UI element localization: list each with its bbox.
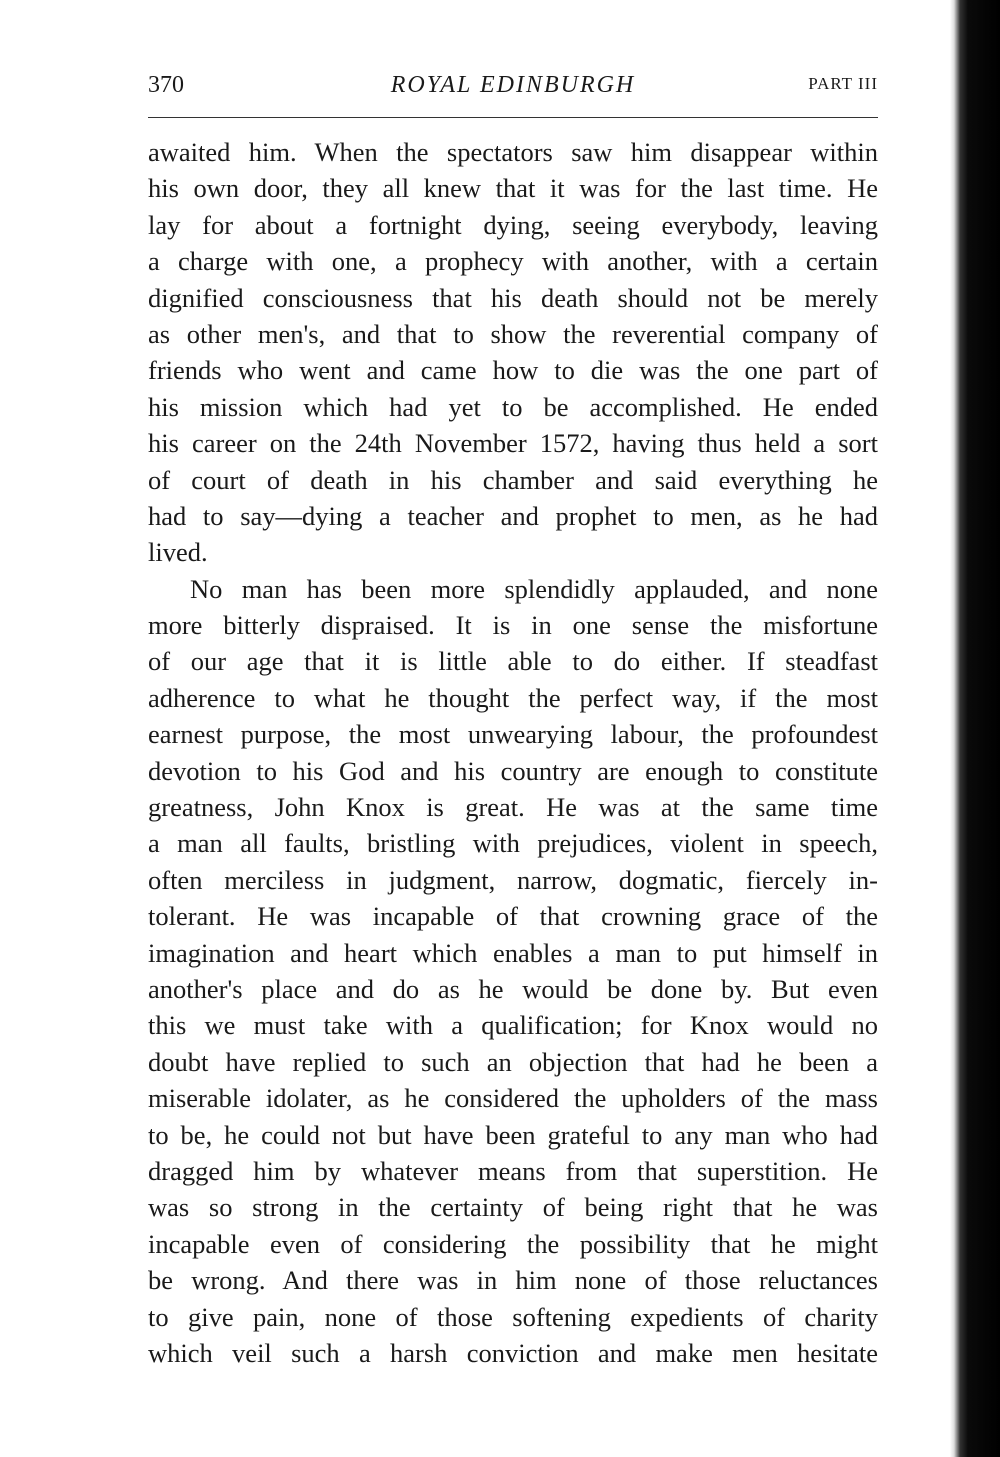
text-line: dragged him by whatever means from that superstition. He <box>148 1155 878 1186</box>
text-line: this we must take with a qualification; for Knox would no <box>148 1010 878 1041</box>
header-rule <box>148 117 878 118</box>
running-header <box>148 72 878 106</box>
text-line: tolerant. He was incapable of that crowning grace of the <box>148 901 878 932</box>
text-line: a charge with one, a prophecy with another, with a certain <box>148 246 878 277</box>
text-line: his own door, they all knew that it was for the last time. He <box>148 173 878 204</box>
text-line: to be, he could not but have been grateful to any man who had <box>148 1119 878 1150</box>
text-line: as other men's, and that to show the reverential company of <box>148 318 878 349</box>
text-line: of court of death in his chamber and said everything he <box>148 464 878 495</box>
text-line: lived. <box>148 537 208 568</box>
text-line: more bitterly dispraised. It is in one sense the misfortune <box>148 610 878 641</box>
body-text <box>148 134 878 1371</box>
text-line: No man has been more splendidly applauded, and none <box>190 573 878 604</box>
text-line: adherence to what he thought the perfect way, if the most <box>148 682 878 713</box>
text-line: was so strong in the certainty of being right that he was <box>148 1192 878 1223</box>
text-line: earnest purpose, the most unwearying labour, the profoundest <box>148 719 878 750</box>
text-line: a man all faults, bristling with prejudices, violent in speech, <box>148 828 878 859</box>
text-line: dignified consciousness that his death should not be merely <box>148 282 878 313</box>
text-line: often merciless in judgment, narrow, dogmatic, fiercely in- <box>148 864 878 895</box>
scan-edge <box>950 0 1000 1457</box>
text-line: his career on the 24th November 1572, having thus held a sort <box>148 428 878 459</box>
text-line: another's place and do as he would be done by. But even <box>148 973 878 1004</box>
text-line: greatness, John Knox is great. He was at the same time <box>148 792 878 823</box>
text-line: incapable even of considering the possibility that he might <box>148 1228 878 1259</box>
text-line: his mission which had yet to be accomplished. He ended <box>148 391 878 422</box>
part-label: PART III <box>808 74 878 93</box>
text-line: be wrong. And there was in him none of those reluctances <box>148 1265 878 1296</box>
text-line: which veil such a harsh conviction and make men hesitate <box>148 1337 878 1368</box>
text-line: devotion to his God and his country are enough to constitute <box>148 755 878 786</box>
text-line: doubt have replied to such an objection that had he been a <box>148 1046 878 1077</box>
text-line: lay for about a fortnight dying, seeing everybody, leaving <box>148 209 878 240</box>
text-line: to give pain, none of those softening expedients of charity <box>148 1301 878 1332</box>
text-line: imagination and heart which enables a man to put himself in <box>148 937 878 968</box>
text-line: had to say—dying a teacher and prophet to men, as he had <box>148 500 878 531</box>
text-line: friends who went and came how to die was the one part of <box>148 355 878 386</box>
page-number: 370 <box>148 72 184 98</box>
text-line: awaited him. When the spectators saw him disappear within <box>148 137 878 167</box>
text-line: miserable idolater, as he considered the upholders of the mass <box>148 1083 878 1114</box>
text-line: of our age that it is little able to do either. If steadfast <box>148 646 878 677</box>
running-title: ROYAL EDINBURGH <box>390 72 636 98</box>
